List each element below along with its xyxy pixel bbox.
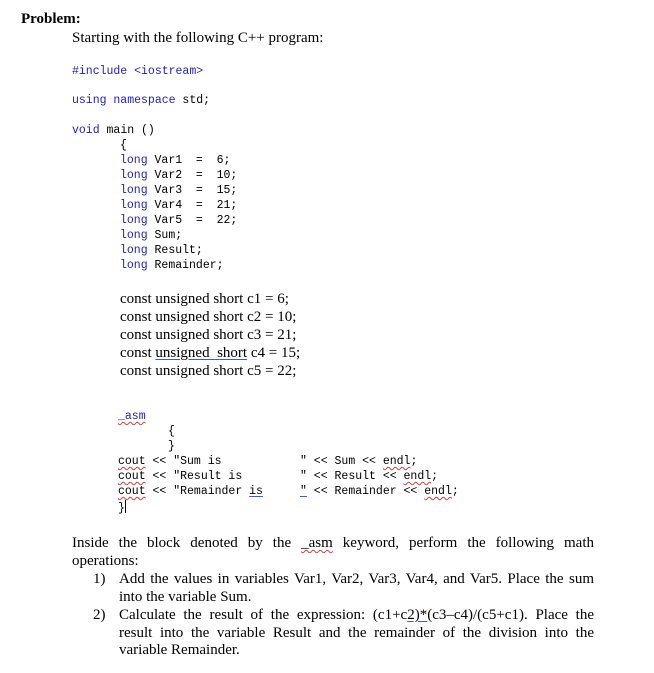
const-line: const unsigned short c2 = 10; — [120, 309, 297, 325]
using-keyword: using namespace — [72, 94, 176, 107]
endl-keyword: endl — [382, 455, 411, 468]
item-2-number: 2) — [93, 607, 106, 623]
const-line: const unsigned short c3 = 21; — [120, 327, 297, 343]
using-rest: std; — [175, 94, 211, 107]
type-keyword: long — [120, 214, 148, 227]
item-1-number: 1) — [93, 571, 106, 587]
asm-keyword-inline: _asm — [301, 535, 333, 551]
text-cursor — [125, 500, 126, 513]
cout-keyword: cout — [118, 455, 146, 468]
decl-rest: Var5 = 22; — [147, 214, 238, 227]
cout-line-right: " << Result << endl; — [300, 470, 439, 483]
item-1-text: Add the values in variables Var1, Var2, Var3, Var4, and Var5. Place the sum into the variable Sum. — [119, 571, 594, 605]
using-line — [72, 94, 210, 107]
string-literal: "Sum is — [173, 455, 222, 468]
decl-line — [120, 229, 182, 242]
problem-heading: Problem: — [21, 11, 81, 27]
item-2-text: Calculate the result of the expression: (c1+c2)*(c3–c4)/(c5+c1). Place the result into the variable Result and the remainder of the division into the variable Remainder. — [119, 607, 594, 658]
type-keyword: long — [120, 199, 148, 212]
endl-keyword: endl — [424, 485, 452, 498]
decl-rest: Result; — [147, 244, 203, 257]
type-keyword: long — [120, 244, 148, 257]
main-brace-open: { — [120, 139, 127, 152]
include-line: #include <iostream> — [72, 65, 204, 78]
decl-line — [120, 244, 203, 257]
decl-rest: Remainder; — [147, 259, 224, 272]
decl-rest: Var4 = 21; — [147, 199, 238, 212]
const-line: const unsigned short c1 = 6; — [120, 291, 289, 307]
cout-line-right: " << Sum << endl; — [300, 455, 418, 468]
type-keyword: long — [120, 169, 148, 182]
intro-text: Starting with the following C++ program: — [72, 30, 324, 46]
main-rest: main () — [99, 124, 155, 137]
asm-brace-open: { — [168, 425, 175, 438]
decl-rest: Sum; — [147, 229, 183, 242]
cout-line-left: cout << "Sum is — [118, 455, 222, 468]
asm-keyword: _asm — [118, 410, 146, 423]
instructions-lead: Inside the block denoted by the _asm keyword, perform the following math operations: — [72, 535, 594, 569]
decl-line — [120, 199, 237, 212]
const-line: const unsigned short c4 = 15; — [120, 345, 301, 361]
void-keyword: void — [72, 124, 100, 137]
string-literal: "Result is — [173, 470, 243, 483]
decl-rest: Var1 = 6; — [147, 154, 231, 167]
cout-keyword: cout — [118, 485, 146, 498]
cout-keyword: cout — [118, 470, 146, 483]
cout-line-left: cout << "Remainder is — [118, 485, 263, 498]
type-keyword: long — [120, 259, 148, 272]
decl-line — [120, 169, 237, 182]
type-keyword: long — [120, 184, 148, 197]
string-literal: "Remainder — [173, 485, 250, 498]
decl-rest: Var3 = 15; — [147, 184, 238, 197]
decl-line — [120, 184, 237, 197]
underlined-type: unsigned short — [155, 345, 248, 361]
endl-keyword: endl — [403, 470, 432, 483]
decl-line — [120, 259, 224, 272]
type-keyword: long — [120, 154, 148, 167]
type-keyword: long — [120, 229, 148, 242]
asm-brace-close: } — [168, 440, 175, 453]
final-brace: } — [118, 502, 125, 515]
decl-line — [120, 154, 230, 167]
decl-line — [120, 214, 237, 227]
decl-rest: Var2 = 10; — [147, 169, 238, 182]
const-line: const unsigned short c5 = 22; — [120, 363, 297, 379]
main-line — [72, 124, 155, 137]
cout-line-left: cout << "Result is — [118, 470, 243, 483]
cout-line-right: " << Remainder << endl; — [300, 485, 459, 498]
